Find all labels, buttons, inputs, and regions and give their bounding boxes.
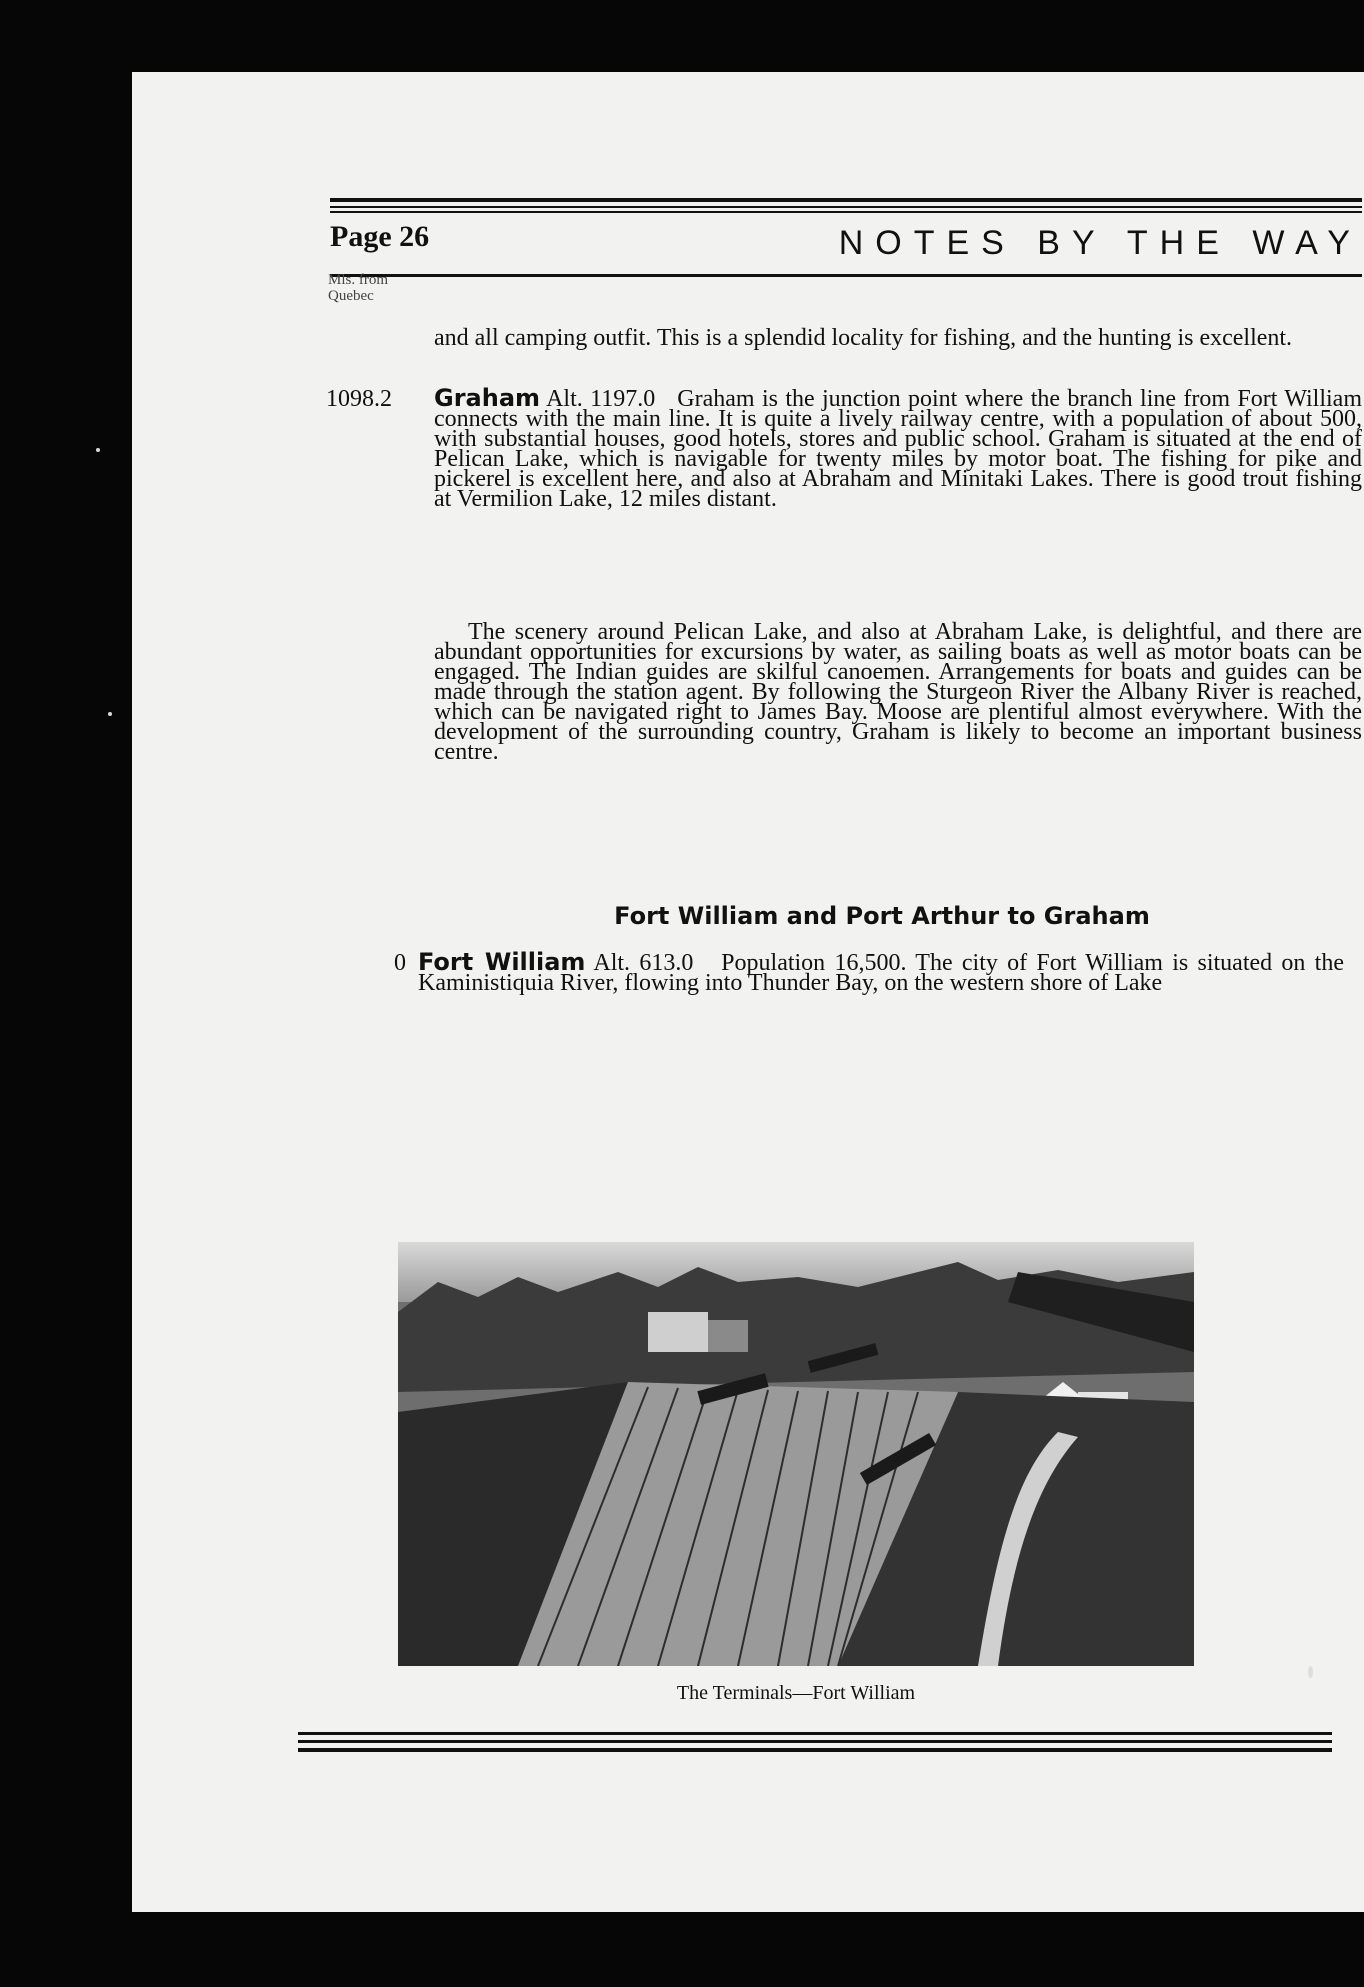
bottom-double-rule bbox=[298, 1732, 1332, 1758]
margin-note-line: Mls. from bbox=[328, 272, 388, 288]
intro-paragraph: and all camping outfit. This is a splendid locality for fishing, and the hunting is excellent. bbox=[434, 325, 1293, 351]
section-heading: Fort William and Port Arthur to Graham bbox=[614, 902, 1150, 930]
railway-yard-image bbox=[398, 1242, 1194, 1666]
book-page bbox=[132, 72, 1364, 1912]
graham-mileage: 1098.2 bbox=[326, 386, 392, 412]
top-double-rule bbox=[330, 198, 1362, 218]
margin-note-line: Quebec bbox=[328, 288, 374, 304]
margin-note bbox=[328, 272, 438, 304]
page-number: Page 26 bbox=[330, 220, 430, 253]
scan-speck bbox=[108, 712, 112, 716]
graham-name: Graham bbox=[434, 384, 541, 412]
running-title: NOTES BY THE WAY bbox=[838, 224, 1362, 262]
scan-speck bbox=[1308, 1666, 1313, 1678]
fort-william-paragraph: Population 16,500. The city of Fort William is situated on the Kaministiquia River, flowing into Thunder Bay, on the western shore of Lake bbox=[418, 950, 1345, 996]
graham-altitude: Alt. 1197.0 bbox=[546, 386, 656, 412]
graham-paragraph-1: Graham is the junction point where the branch line from Fort William connects with the main line. It is quite a lively railway centre, with a population of about 500, with substantial houses, good hotels, stores and public school. Graham is situated at the end of Pelican Lake, which is navigable for twenty miles by motor boat. The fishing for pike and pickerel is excellent here, and also at Abraham and Minitaki Lakes. There is good trout fishing at Vermilion Lake, 12 miles distant. bbox=[434, 386, 1363, 512]
header-underline bbox=[330, 274, 1362, 278]
graham-entry bbox=[434, 384, 1363, 512]
fort-william-altitude: Alt. 613.0 bbox=[593, 950, 694, 976]
page-header bbox=[330, 220, 1362, 276]
fort-william-mileage: 0 bbox=[394, 950, 406, 976]
scan-speck bbox=[96, 448, 100, 452]
fort-william-name: Fort William bbox=[418, 948, 586, 976]
graham-paragraph-2: The scenery around Pelican Lake, and also at Abraham Lake, is delightful, and there are abundant opportunities for excursions by water, as sailing boats as well as motor boats can be engaged. The Indian guides are skilful canoemen. Arrangements for boats and guides can be made through the station agent. By following the Sturgeon River the Albany River is reached, which can be navigated right to James Bay. Moose are plentiful almost everywhere. With the development of the surrounding country, Graham is likely to become an important business centre. bbox=[434, 619, 1362, 765]
terminals-photograph bbox=[398, 1242, 1194, 1666]
fort-william-entry bbox=[418, 948, 1345, 996]
photo-caption: The Terminals—Fort William bbox=[676, 1682, 916, 1704]
